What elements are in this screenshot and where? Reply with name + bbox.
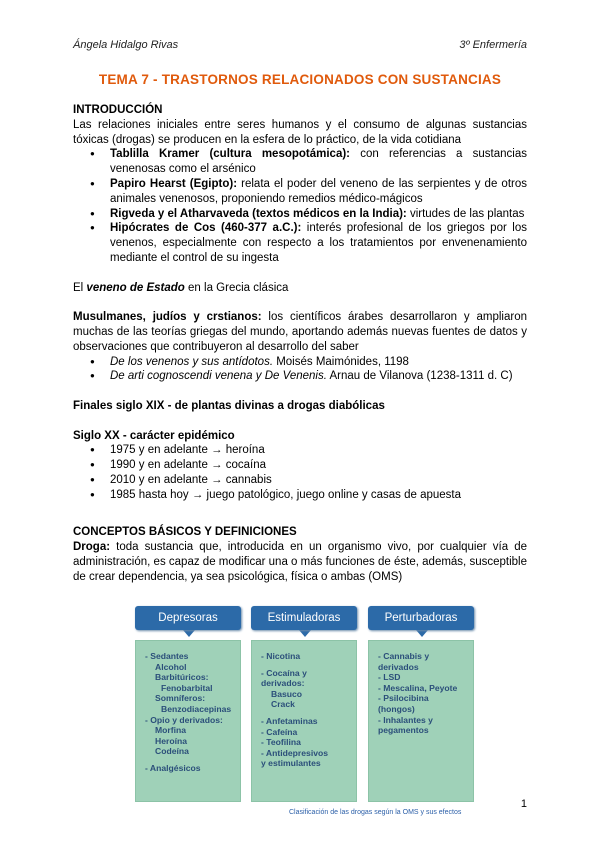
- column-item: Benzodiacepinas: [161, 703, 232, 714]
- item-text: Arnau de Vilanova (1238-1311 d. C): [326, 370, 513, 383]
- musulmanes-bold: Musulmanes, judíos y crstianos:: [73, 311, 262, 324]
- column-box: [135, 640, 241, 802]
- item-em: De los venenos y sus antídotos.: [110, 355, 274, 368]
- column-item: - Mescalina, Peyote: [378, 682, 458, 693]
- column-box: [251, 640, 357, 802]
- column-perturbadoras: [368, 606, 474, 802]
- veneno-em: veneno de Estado: [86, 281, 185, 294]
- column-item: pegamentos: [378, 725, 429, 736]
- list-item: ● 1990 y en adelante → cocaína: [73, 458, 527, 473]
- column-item: - Cafeína: [261, 726, 298, 737]
- column-item: Somníferos:: [155, 693, 206, 704]
- column-item: Crack: [271, 699, 295, 710]
- droga-text: toda sustancia que, introducida en un organismo vivo, por cualquier vía de administración, es capaz de modificar una o más funciones de éste, además, susceptible de crear dependencia, ya sea psicológica, física o ambas (OMS): [73, 541, 527, 583]
- list-item: [73, 355, 527, 370]
- header-author: Ángela Hidalgo Rivas: [73, 39, 179, 51]
- column-box: [368, 640, 474, 802]
- column-item: - LSD: [378, 672, 401, 683]
- intro-text: Las relaciones iniciales entre seres humanos y el consumo de algunas sustancias tóxicas (drogas) se producen en la esfera de lo práctico, de la vida cotidiana: [73, 118, 527, 146]
- column-item: - Nicotina: [261, 651, 301, 661]
- page-number: 1: [520, 798, 527, 810]
- musulmanes-text: los científicos árabes desarrollaron y ampliaron muchas de las teorías griegas del mundo, aportando además nuevas fuentes de datos y observaciones que contribuyeron al desarrollo del saber: [73, 311, 527, 353]
- column-item: - Antidepresivos: [261, 747, 329, 758]
- veneno-line: [73, 281, 527, 296]
- arrow-down-icon: [299, 630, 311, 637]
- list-item: ● 2010 y en adelante → cannabis: [73, 473, 527, 488]
- column-item: Basuco: [271, 688, 303, 699]
- list-item: ● 1985 hasta hoy → juego patológico, juego online y casas de apuesta: [73, 488, 527, 503]
- column-item: - Psilocibina (hongos): [378, 693, 429, 714]
- page-title: TEMA 7 - TRASTORNOS RELACIONADOS CON SUSTANCIAS: [98, 72, 502, 87]
- column-item: Heroína: [155, 735, 187, 746]
- column-item: - Cannabis y: [378, 651, 430, 661]
- column-item: Fenobarbital: [161, 682, 213, 693]
- document-body: [73, 103, 527, 585]
- item-bold: Tablilla Kramer (cultura mesopotámica):: [110, 148, 351, 161]
- list-item: [73, 221, 527, 265]
- conceptos-heading: CONCEPTOS BÁSICOS Y DEFINICIONES: [73, 526, 297, 539]
- droga-bold: Droga:: [73, 541, 111, 554]
- arrow-down-icon: [416, 630, 428, 637]
- column-title: Estimuladoras: [251, 606, 357, 630]
- column-item: - Inhalantes y: [378, 714, 433, 725]
- list-item: [73, 369, 527, 384]
- musulmanes-paragraph: [73, 310, 527, 354]
- column-estimuladoras: [251, 606, 357, 802]
- column-item: - Analgésicos: [145, 762, 201, 773]
- column-item: - Anfetaminas: [261, 715, 318, 726]
- veneno-post: en la Grecia clásica: [184, 281, 289, 294]
- column-item: Codeína: [155, 746, 189, 757]
- column-item: y estimulantes: [261, 758, 321, 769]
- item-text: Moisés Maimónides, 1198: [273, 355, 409, 368]
- sigloxx-heading: Siglo XX - carácter epidémico: [73, 429, 235, 442]
- column-item: - Cocaína y derivados:: [261, 667, 307, 689]
- item-bold: Hipócrates de Cos (460-377 a.C.):: [110, 222, 302, 235]
- sigloxx-list: [73, 443, 527, 502]
- column-item: Barbitúricos:: [155, 672, 209, 683]
- column-depresoras: [135, 606, 241, 802]
- item-text: interés profesional de los griegos por los venenos, especialmente con respecto a los tratamientos por envenenamiento mediante el control de su ingesta: [110, 222, 527, 264]
- item-text: virtudes de las plantas: [406, 207, 525, 220]
- list-item: [73, 207, 527, 222]
- header-course: 3º Enfermería: [459, 39, 527, 51]
- column-item: - Teofilina: [261, 737, 301, 748]
- column-item: - Opio y derivados:: [145, 714, 223, 725]
- musulmanes-list: [73, 355, 527, 385]
- drug-classification-diagram: [135, 606, 474, 802]
- intro-list: [73, 147, 527, 265]
- column-item: Alcohol: [155, 661, 187, 672]
- column-item: - Sedantes: [145, 651, 189, 661]
- droga-definition: [73, 540, 527, 584]
- column-title: Perturbadoras: [368, 606, 474, 630]
- list-item: [73, 147, 527, 177]
- item-bold: Papiro Hearst (Egipto):: [110, 177, 238, 190]
- column-item: Morfina: [155, 725, 187, 736]
- column-item: derivados: [378, 661, 419, 672]
- list-item: ● 1975 y en adelante → heroína: [73, 443, 527, 458]
- arrow-down-icon: [183, 630, 195, 637]
- list-item: [73, 177, 527, 207]
- diagram-caption: Clasificación de las drogas según la OMS y sus efectos: [289, 809, 462, 816]
- item-text: relata el poder del veneno de las serpientes y de otros animales venenosos, proponiendo remedios médico-mágicos: [110, 177, 527, 205]
- intro-heading: INTRODUCCIÓN: [73, 104, 163, 116]
- item-bold: Rigveda y el Atharvaveda (textos médicos en la India):: [110, 207, 407, 220]
- column-title: Depresoras: [135, 606, 241, 630]
- item-em: De arti cognoscendi venena y De Venenis.: [110, 370, 327, 383]
- veneno-pre: El: [73, 281, 87, 294]
- finales-heading: Finales siglo XIX - de plantas divinas a drogas diabólicas: [73, 399, 385, 412]
- item-text: con referencias a sustancias venenosas como el arsénico: [110, 148, 527, 176]
